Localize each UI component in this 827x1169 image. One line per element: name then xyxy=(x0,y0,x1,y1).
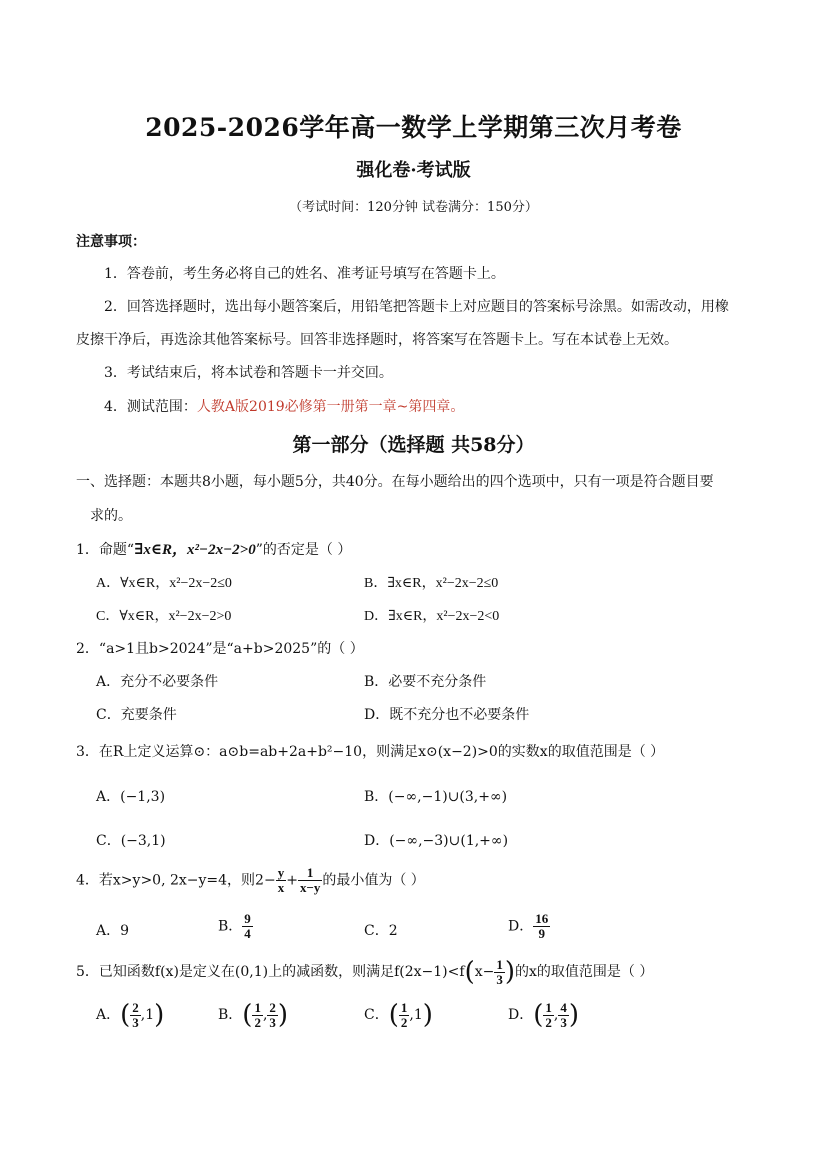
q2-option-a[interactable]: A．充分不必要条件 xyxy=(96,674,219,690)
question-5-stem: 5．已知函数f(x)是定义在(0,1)上的减函数，则满足f(2x−1)<f(x− $\frac{1}{3}$ )的x的取值范围是（ ） xyxy=(76,956,654,987)
question-3-stem: 3．在R上定义运算⊙：a⊙b=ab+2a+b²−10，则满足x⊙(x−2)>0的实数x的取值范围是（ ） xyxy=(76,744,665,760)
q1-option-c[interactable]: C．∀x∈R，x²−2x−2>0 xyxy=(96,609,232,624)
q3-option-b[interactable]: B．(−∞,−1)∪(3,+∞) xyxy=(364,789,508,805)
q1-option-a[interactable]: A．∀x∈R，x²−2x−2≤0 xyxy=(96,576,232,591)
note-4 xyxy=(104,396,464,416)
q4-option-c[interactable]: C．2 xyxy=(364,923,398,939)
question-1-stem: 1．命题“∃x∈R，x²−2x−2>0”的否定是（ ） xyxy=(76,542,352,558)
q2-option-d[interactable]: D．既不充分也不必要条件 xyxy=(364,707,530,723)
q2-option-c[interactable]: C．充要条件 xyxy=(96,707,177,723)
note-2b: 皮擦干净后，再选涂其他答案标号。回答非选择题时，将答案写在答题卡上。写在本试卷上无效。 xyxy=(76,332,678,348)
q2-option-b[interactable]: B．必要不充分条件 xyxy=(364,674,487,690)
q5-option-d[interactable]: D．( $\frac{1}{2}$ , $\frac{4}{3}$ ) xyxy=(508,999,579,1030)
exam-time-info: （考试时间：120分钟 试卷满分：150分） xyxy=(289,200,538,215)
q3-option-c[interactable]: C．(−3,1) xyxy=(96,833,166,849)
note-4-prefix: 4．测试范围： xyxy=(104,399,197,415)
page-title: 2025-2026学年高一数学上学期第三次月考卷 xyxy=(145,113,682,142)
question-2-stem: 2．“a>1且b>2024”是“a+b>2025”的（ ） xyxy=(76,641,364,657)
q5-option-a[interactable]: A．( $\frac{2}{3}$ ,1) xyxy=(96,999,165,1030)
q5-inner-fraction: $\frac{1}{3}$ xyxy=(496,956,503,987)
q4-fraction-2: $\frac{1}{x-y}$ xyxy=(299,865,321,895)
question-4-stem: 4．若x>y>0, 2x−y=4，则2− $\frac{y}{x}$ + $\frac{1}{x-y}$ 的最小值为（ ） xyxy=(76,865,425,895)
section-instructions: 一、选择题：本题共8小题，每小题5分，共40分。在每小题给出的四个选项中，只有一项是符合题目要 xyxy=(76,474,714,490)
q4-fraction-1: $\frac{y}{x}$ xyxy=(277,865,285,895)
note-2a: 2．回答选择题时，选出每小题答案后，用铅笔把答题卡上对应题目的答案标号涂黑。如需改动，用橡 xyxy=(104,299,729,315)
q3-option-a[interactable]: A．(−1,3) xyxy=(96,789,166,805)
part-one-title: 第一部分（选择题 共58分） xyxy=(292,434,535,456)
note-4-range: 人教A版2019必修第一册第一章~第四章。 xyxy=(196,399,465,415)
q5-option-c[interactable]: C．( $\frac{1}{2}$ ,1) xyxy=(364,999,433,1030)
q5-option-b[interactable]: B．( $\frac{1}{2}$ , $\frac{2}{3}$ ) xyxy=(218,999,289,1030)
q3-option-d[interactable]: D．(−∞,−3)∪(1,+∞) xyxy=(364,833,509,849)
note-1: 1．答卷前，考生务必将自己的姓名、准考证号填写在答题卡上。 xyxy=(104,266,505,282)
q4-option-a[interactable]: A．9 xyxy=(96,923,130,939)
q1-option-b[interactable]: B．∃x∈R，x²−2x−2≤0 xyxy=(364,576,499,591)
notes-heading: 注意事项： xyxy=(76,234,146,250)
q1-option-d[interactable]: D．∃x∈R，x²−2x−2<0 xyxy=(364,609,500,624)
q4-option-b[interactable]: B． $\frac{9}{4}$ xyxy=(218,911,251,941)
note-3: 3．考试结束后，将本试卷和答题卡一并交回。 xyxy=(104,365,393,381)
page-subtitle: 强化卷·考试版 xyxy=(356,160,471,181)
q4-option-d[interactable]: D． $\frac{16}{9}$ xyxy=(508,911,549,941)
section-instructions-cont: 求的。 xyxy=(90,508,132,524)
